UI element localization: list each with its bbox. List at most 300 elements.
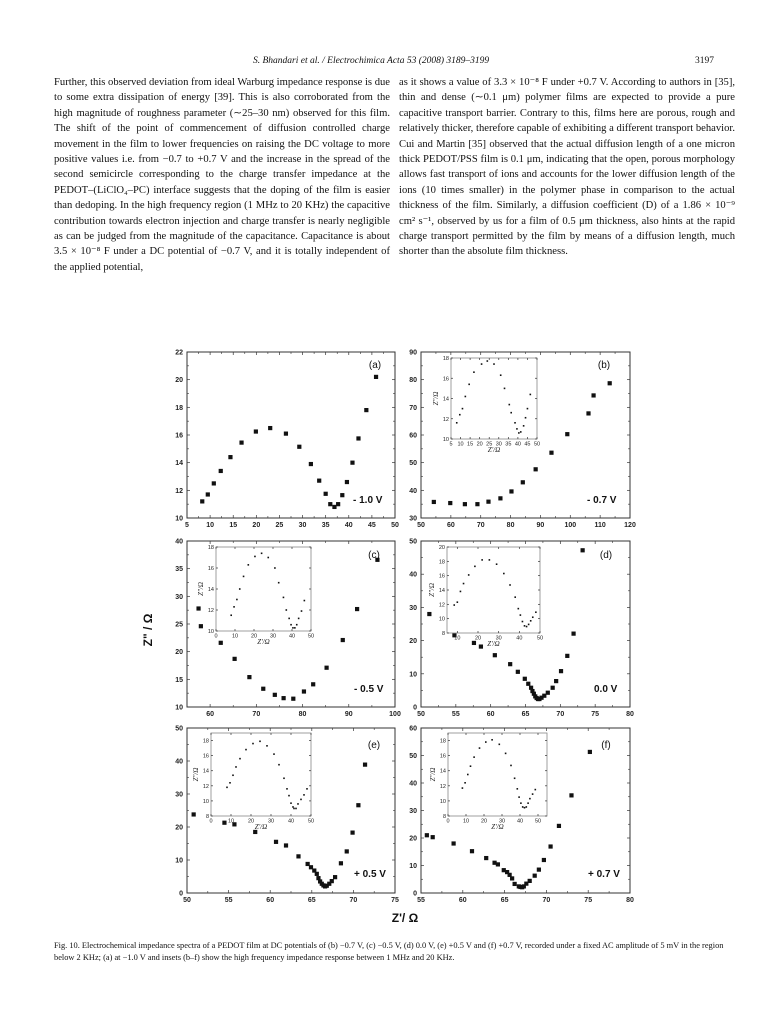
data-point (363, 763, 367, 767)
potential-label: 0.0 V (594, 684, 618, 695)
y-tick-label: 20 (409, 638, 417, 646)
x-tick-label: 100 (564, 522, 577, 529)
data-point (510, 876, 514, 880)
data-point (479, 644, 483, 648)
x-tick-label: 20 (252, 522, 261, 529)
data-point (252, 743, 254, 745)
y-tick-label: 18 (442, 356, 449, 362)
data-point (332, 505, 336, 509)
data-point (559, 669, 563, 673)
x-tick-label: 40 (287, 818, 295, 825)
data-point (243, 576, 245, 578)
y-tick-label: 35 (175, 566, 183, 574)
data-point (248, 564, 250, 566)
x-tick-label: 15 (229, 522, 238, 529)
data-point (537, 868, 541, 872)
x-tick-label: 65 (307, 897, 316, 904)
y-tick-label: 8 (441, 631, 445, 637)
data-point (219, 641, 223, 645)
data-point (509, 489, 513, 493)
data-point (273, 753, 275, 755)
data-point (273, 693, 277, 697)
body-column-right (399, 75, 735, 260)
data-point (503, 573, 505, 575)
x-tick-label: 70 (349, 897, 358, 904)
inset-frame (448, 733, 547, 816)
data-point (233, 657, 237, 661)
data-point (288, 618, 290, 620)
panel-d (409, 539, 634, 719)
x-tick-label: 70 (252, 711, 261, 718)
inset-y-axis-title: Z"/Ω (192, 767, 200, 782)
x-tick-label: 20 (474, 635, 482, 642)
y-tick-label: 18 (202, 738, 209, 745)
data-point (527, 408, 529, 410)
x-tick-label: 0 (446, 818, 450, 825)
data-point (462, 787, 464, 789)
x-tick-label: 50 (533, 441, 541, 448)
data-point (459, 414, 461, 416)
x-tick-label: 80 (506, 522, 515, 529)
data-point (530, 620, 532, 622)
data-point (192, 812, 196, 816)
data-point (230, 614, 232, 616)
inset-x-axis-title: Z'/Ω (487, 446, 501, 454)
data-point (521, 480, 525, 484)
x-tick-label: 40 (516, 635, 523, 642)
x-tick-label: 25 (486, 441, 493, 448)
x-tick-label: 55 (417, 897, 425, 904)
data-point (261, 687, 265, 691)
data-point (586, 411, 590, 415)
data-point (462, 408, 464, 410)
y-tick-label: 14 (439, 768, 446, 775)
x-tick-label: 60 (458, 897, 467, 904)
data-point (542, 858, 546, 862)
y-tick-label: 20 (409, 835, 417, 843)
y-tick-label: 12 (175, 487, 183, 495)
data-point (303, 794, 305, 796)
data-point (487, 360, 489, 362)
y-tick-label: 10 (442, 437, 449, 443)
data-point (508, 873, 512, 877)
data-point (516, 670, 520, 674)
y-tick-label: 50 (409, 753, 417, 760)
data-point (534, 467, 538, 471)
x-tick-label: 60 (266, 897, 275, 904)
data-point (510, 412, 512, 414)
shared-y-axis-title: Z" / Ω (141, 613, 155, 647)
data-point (374, 375, 378, 379)
inset-x-axis-title: Z'/Ω (491, 823, 504, 831)
data-point (309, 462, 313, 466)
panel-label: (a) (368, 360, 382, 371)
data-point (239, 588, 241, 590)
x-tick-label: 65 (521, 711, 530, 718)
y-tick-label: 20 (175, 377, 183, 385)
x-tick-label: 40 (514, 441, 521, 448)
x-tick-label: 45 (524, 441, 531, 448)
data-point (535, 789, 537, 791)
figure-caption: Fig. 10. Electrochemical impedance spectra of a PEDOT film at DC potentials of (b) −0.7 V, (c) −0.5 V, (d) 0.0 V, (e) +0.5 V and (f) +0.7 V, recorded under a fixed AC amplitude of 5 mV in the region below 2 KHz; (a) at −1.0 V and insets (b–f) show the high frequency impedance response between 1 MHz and 20 KHz. (54, 941, 724, 963)
data-point (565, 654, 569, 658)
data-point (261, 553, 263, 555)
x-tick-label: 30 (498, 818, 506, 825)
data-point (528, 879, 532, 883)
data-point (228, 455, 232, 459)
potential-label: - 0.7 V (587, 495, 617, 506)
data-point (474, 566, 476, 568)
y-tick-label: 20 (438, 545, 445, 551)
data-point (336, 502, 340, 506)
x-tick-label: 10 (227, 818, 235, 825)
x-tick-label: 75 (391, 897, 399, 904)
data-point (548, 844, 552, 848)
shared-x-axis-title: Z'/ Ω (391, 911, 419, 925)
data-point (452, 841, 456, 845)
data-point (286, 788, 288, 790)
y-tick-label: 16 (439, 753, 446, 760)
data-point (356, 436, 360, 440)
x-tick-label: 70 (556, 711, 565, 718)
x-tick-label: 80 (626, 711, 634, 718)
x-tick-label: 10 (462, 818, 470, 825)
y-tick-label: 10 (175, 515, 183, 523)
data-point (508, 404, 510, 406)
x-tick-label: 60 (206, 711, 215, 718)
y-tick-label: 12 (202, 783, 209, 790)
y-tick-label: 12 (442, 416, 449, 423)
data-point (232, 774, 234, 776)
data-point (493, 363, 495, 365)
data-point (520, 431, 522, 433)
data-point (239, 758, 241, 760)
y-tick-label: 16 (442, 376, 449, 383)
data-point (529, 798, 531, 800)
x-tick-label: 0 (209, 818, 213, 825)
data-point (520, 802, 522, 804)
x-tick-label: 10 (206, 522, 215, 529)
data-point (267, 557, 269, 559)
x-tick-label: 75 (591, 711, 600, 718)
y-tick-label: 60 (409, 432, 417, 440)
data-point (526, 682, 530, 686)
data-point (282, 696, 286, 700)
data-point (528, 624, 530, 626)
data-point (479, 747, 481, 749)
x-tick-label: 65 (500, 897, 509, 904)
data-point (524, 807, 526, 809)
data-point (235, 766, 237, 768)
x-tick-label: 90 (536, 522, 545, 529)
potential-label: + 0.5 V (354, 869, 386, 880)
data-point (254, 429, 258, 433)
data-point (481, 363, 483, 365)
data-point (330, 879, 334, 883)
data-point (317, 479, 321, 483)
data-point (518, 432, 520, 434)
y-tick-label: 10 (438, 616, 445, 623)
x-tick-label: 70 (476, 522, 485, 529)
y-tick-label: 40 (409, 487, 417, 495)
data-point (245, 749, 247, 751)
data-point (522, 806, 524, 808)
data-point (293, 808, 295, 810)
inset-x-axis-title: Z'/Ω (487, 640, 500, 648)
potential-label: + 0.7 V (588, 869, 620, 880)
x-tick-label: 50 (307, 633, 315, 640)
data-point (523, 677, 527, 681)
inset-y-axis-title: Z"/Ω (432, 391, 440, 406)
data-point (350, 831, 354, 835)
x-tick-label: 15 (467, 441, 474, 448)
data-point (292, 806, 294, 808)
x-tick-label: 50 (536, 635, 544, 642)
y-tick-label: 15 (175, 676, 183, 684)
data-point (499, 744, 501, 746)
journal-citation: S. Bhandari et al. / Electrochimica Acta 53 (2008) 3189–3199 (253, 56, 490, 66)
y-tick-label: 0 (413, 890, 417, 898)
inset-x-axis-title: Z'/Ω (254, 823, 268, 831)
data-point (504, 388, 506, 390)
data-point (239, 441, 243, 445)
x-tick-label: 35 (321, 522, 330, 529)
data-point (284, 432, 288, 436)
data-point (306, 788, 308, 790)
data-point (291, 697, 295, 701)
data-point (520, 614, 522, 616)
data-point (311, 682, 315, 686)
y-tick-label: 30 (409, 515, 417, 523)
data-point (297, 445, 301, 449)
data-point (431, 835, 435, 839)
data-point (485, 741, 487, 743)
impedance-spectra-figure (0, 340, 767, 940)
y-tick-label: 18 (439, 738, 446, 745)
y-tick-label: 10 (409, 863, 417, 870)
x-tick-label: 60 (486, 711, 495, 718)
x-tick-label: 35 (505, 441, 512, 448)
data-point (283, 777, 285, 779)
data-point (229, 782, 231, 784)
y-tick-label: 10 (207, 629, 214, 635)
x-tick-label: 100 (389, 711, 401, 718)
x-tick-label: 30 (495, 635, 502, 642)
data-point (513, 882, 517, 886)
data-point (518, 796, 520, 798)
data-point (591, 393, 595, 397)
panel-label: (d) (599, 550, 613, 561)
data-point (460, 591, 462, 593)
data-point (302, 689, 306, 693)
data-point (290, 624, 292, 626)
y-tick-label: 18 (207, 545, 214, 551)
x-tick-label: 30 (267, 818, 275, 825)
data-point (290, 802, 292, 804)
data-point (526, 806, 528, 808)
data-point (199, 624, 203, 628)
y-tick-label: 14 (202, 768, 209, 775)
x-tick-label: 60 (446, 522, 455, 529)
y-tick-label: 25 (175, 621, 183, 629)
data-point (200, 499, 204, 503)
data-point (510, 765, 512, 767)
data-point (222, 821, 226, 825)
y-tick-label: 16 (175, 432, 183, 440)
data-point (268, 426, 272, 430)
data-point (233, 606, 235, 608)
data-point (467, 774, 469, 776)
panel-f (409, 726, 634, 905)
data-point (557, 824, 561, 828)
data-point (328, 502, 332, 506)
x-tick-label: 50 (307, 818, 315, 825)
body-paragraph-right: as it shows a value of 3.3 × 10⁻⁸ F under +0.7 V. According to authors in [35], thin and dense (∼0.1 μm) polymer films are expected to provide a pure capacitive transport barrier. Contrary to this, films here are porous, rough and relatively thicker, therefore capable of exhibiting a different transport behavior. Cui and Martin [35] observed that the actual diffusion length of a one micron thick PEDOT/PSS film is 0.1 μm, indicating that the open, porous morphology allows fast transport of ions and accounts for the lower diffusion length of the ions (10 times smaller) in the polymer phase in comparison to the actual thickness of the film. Similarly, a diffusion coefficient (D) of a 1.86 × 10⁻⁹ cm² s⁻¹, observed by us for a film of 0.5 μm thickness, also hints at the rapid charge transport permitted by the film by means of a diffusion length, much shorter than the absolute film thickness. (399, 77, 735, 258)
x-tick-label: 80 (298, 711, 307, 718)
data-point (465, 396, 467, 398)
data-point (491, 739, 493, 741)
data-point (509, 584, 511, 586)
data-point (236, 599, 238, 601)
x-tick-label: 30 (495, 441, 502, 448)
data-point (565, 432, 569, 436)
data-point (457, 601, 459, 603)
data-point (546, 691, 550, 695)
inset-frame (451, 358, 537, 439)
data-point (514, 596, 516, 598)
data-point (278, 582, 280, 584)
x-tick-label: 30 (298, 522, 307, 529)
data-point (283, 597, 285, 599)
data-point (549, 451, 553, 455)
data-point (448, 501, 452, 505)
data-point (219, 469, 223, 473)
x-tick-label: 45 (367, 522, 376, 529)
y-tick-label: 10 (409, 671, 417, 679)
x-tick-label: 5 (449, 441, 453, 448)
inset-frame (216, 547, 311, 631)
data-point (505, 753, 507, 755)
x-tick-label: 55 (224, 897, 233, 904)
data-point (496, 563, 498, 565)
data-point (333, 875, 337, 879)
data-point (297, 803, 299, 805)
data-point (453, 604, 455, 606)
data-point (315, 872, 319, 876)
y-tick-label: 16 (202, 753, 209, 760)
y-tick-label: 12 (207, 608, 214, 614)
x-tick-label: 40 (344, 522, 353, 529)
y-tick-label: 30 (175, 593, 183, 601)
y-tick-label: 10 (175, 857, 183, 865)
data-point (551, 686, 555, 690)
y-tick-label: 18 (438, 559, 445, 566)
data-point (527, 802, 529, 804)
body-paragraph-left: Further, this observed deviation from ideal Warburg impedance response is due to some extra dissipation of energy [39]. This is also corroborated from the high magnitude of roughness parameter (∼25–30 nm) observed for this film. The shift of the point of commencement of diffusion controlled charge movement in the film to lower frequencies on raising the DC voltage to more positive values i.e. from −0.7 to +0.7 V and the increase in the spread of the second semicircle corresponding to the charge transfer impedance at the PEDOT–(LiClO₄–PC) interface suggests that the doping of the film is easier than dedoping. In the high frequency region (1 MHz to 20 KHz) the capacitive contribution towards electron injection and charge transfer is nearly negligible as can be judged from the magnitude of the capacitance. Capacitance is about 3.5 × 10⁻⁸ F under a DC potential of −0.7 V, and it is totally independent of the applied potential, (54, 77, 390, 273)
data-point (493, 653, 497, 657)
inset-frame (447, 547, 540, 633)
data-point (500, 374, 502, 376)
x-tick-label: 50 (391, 522, 399, 529)
data-point (356, 803, 360, 807)
inset-y-axis-title: Z"/Ω (428, 583, 436, 597)
y-tick-label: 0 (413, 704, 417, 712)
panel-label: (c) (368, 550, 380, 561)
data-point (524, 625, 526, 627)
data-point (294, 627, 296, 629)
data-point (532, 616, 534, 618)
y-tick-label: 80 (409, 377, 417, 385)
data-point (284, 843, 288, 847)
data-point (301, 610, 303, 612)
data-point (468, 384, 470, 386)
data-point (496, 862, 500, 866)
x-tick-label: 10 (457, 441, 464, 448)
y-tick-label: 70 (409, 404, 417, 412)
y-tick-label: 12 (439, 783, 446, 790)
data-point (571, 632, 575, 636)
panel-e (175, 726, 399, 905)
y-tick-label: 10 (439, 798, 446, 805)
x-tick-label: 20 (250, 633, 258, 640)
data-point (355, 607, 359, 611)
y-tick-label: 8 (205, 814, 209, 820)
data-point (456, 422, 458, 424)
x-tick-label: 55 (451, 711, 460, 718)
data-point (526, 626, 528, 628)
data-point (489, 559, 491, 561)
panel-label: (f) (601, 740, 611, 751)
x-tick-label: 10 (231, 633, 239, 640)
inset-y-axis-title: Z"/Ω (429, 767, 437, 782)
data-point (212, 481, 216, 485)
y-tick-label: 14 (438, 588, 445, 594)
x-tick-label: 90 (344, 711, 353, 718)
data-point (484, 856, 488, 860)
y-tick-label: 50 (409, 538, 417, 546)
y-tick-label: 30 (409, 808, 417, 815)
page-number: 3197 (695, 56, 714, 66)
x-tick-label: 120 (624, 522, 636, 529)
data-point (475, 502, 479, 506)
y-tick-label: 90 (409, 349, 417, 357)
data-point (226, 787, 228, 789)
x-tick-label: 25 (275, 522, 284, 529)
y-tick-label: 10 (175, 704, 183, 712)
data-point (341, 638, 345, 642)
data-point (481, 559, 483, 561)
data-point (350, 461, 354, 465)
data-point (274, 840, 278, 844)
data-point (432, 500, 436, 504)
y-tick-label: 30 (175, 791, 183, 799)
y-tick-label: 18 (175, 404, 183, 412)
y-tick-label: 40 (409, 780, 417, 788)
y-tick-label: 50 (409, 460, 417, 468)
y-tick-label: 50 (175, 725, 183, 733)
y-tick-label: 14 (175, 460, 183, 468)
data-point (254, 556, 256, 558)
x-tick-label: 50 (417, 522, 425, 529)
x-tick-label: 30 (269, 633, 277, 640)
data-point (196, 606, 200, 610)
data-point (300, 799, 302, 801)
data-point (324, 666, 328, 670)
data-point (288, 795, 290, 797)
panel-c (175, 539, 401, 719)
potential-label: - 0.5 V (354, 684, 384, 695)
data-point (608, 381, 612, 385)
